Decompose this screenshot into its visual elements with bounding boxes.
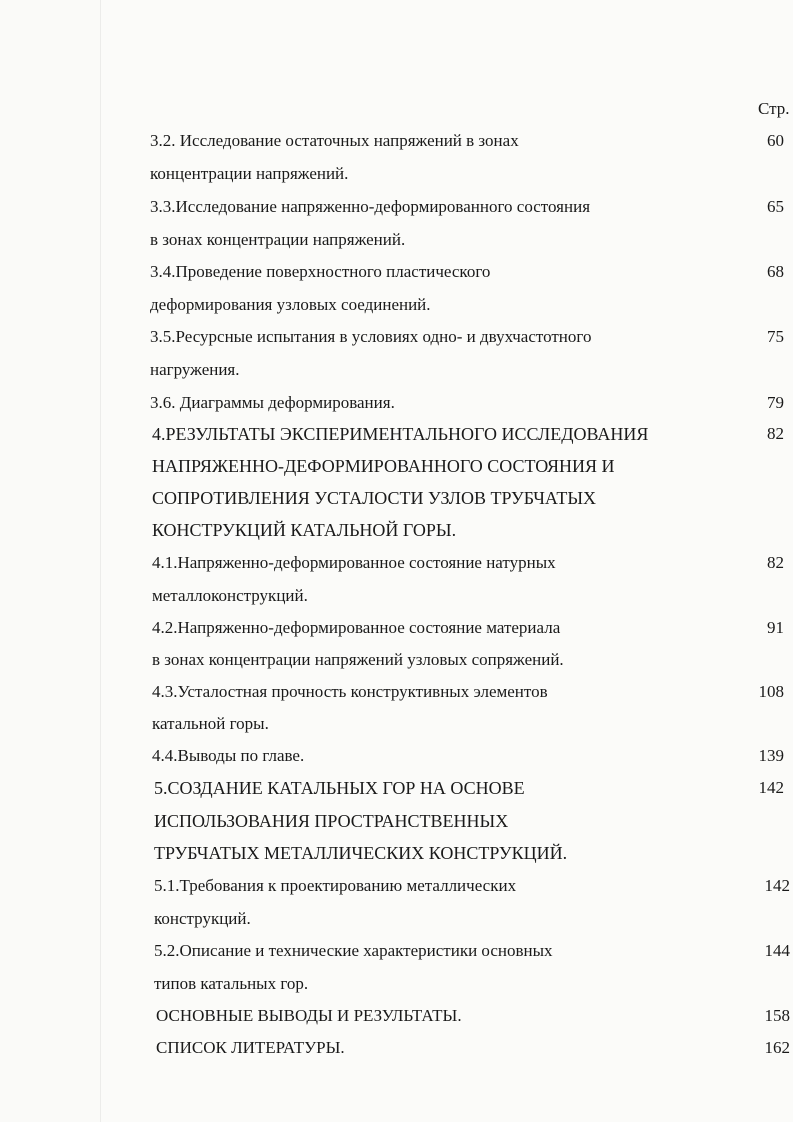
toc-entry-line: 3.2. Исследование остаточных напряжений в зонах (150, 131, 519, 150)
toc-entry-line: деформирования узловых соединений. (150, 295, 431, 314)
toc-page-number: 162 (764, 1038, 790, 1057)
toc-page-number: 108 (758, 682, 784, 701)
page-column-header: Стр. (758, 99, 790, 118)
toc-chapter-line: ТРУБЧАТЫХ МЕТАЛЛИЧЕСКИХ КОНСТРУКЦИЙ. (154, 843, 568, 863)
toc-chapter-line: 5.СОЗДАНИЕ КАТАЛЬНЫХ ГОР НА ОСНОВЕ (154, 778, 525, 798)
toc-page-number: 144 (764, 941, 790, 960)
toc-page-number: 142 (758, 778, 784, 797)
toc-page-number: 82 (767, 553, 784, 572)
toc-page-number: 79 (767, 393, 784, 412)
toc-page-number: 142 (764, 876, 790, 895)
toc-entry-line: ОСНОВНЫЕ ВЫВОДЫ И РЕЗУЛЬТАТЫ. (156, 1006, 462, 1025)
toc-chapter-line: 4.РЕЗУЛЬТАТЫ ЭКСПЕРИМЕНТАЛЬНОГО ИССЛЕДОВАНИЯ (152, 424, 649, 444)
toc-page-number: 91 (767, 618, 784, 637)
toc-entry-line: 3.5.Ресурсные испытания в условиях одно- и двухчастотного (150, 327, 592, 346)
toc-entry-line: конструкций. (154, 909, 251, 928)
toc-entry-line: в зонах концентрации напряжений. (150, 230, 406, 249)
toc-entry-line: концентрации напряжений. (150, 164, 349, 183)
toc-page-number: 60 (767, 131, 784, 150)
toc-page-number: 158 (764, 1006, 790, 1025)
page-margin (0, 0, 101, 1122)
toc-entry-line: 4.4.Выводы по главе. (152, 746, 305, 765)
toc-entry-line: 4.2.Напряженно-деформированное состояние материала (152, 618, 561, 637)
toc-chapter-line: НАПРЯЖЕННО-ДЕФОРМИРОВАННОГО СОСТОЯНИЯ И (152, 456, 615, 476)
toc-entry-line: 5.2.Описание и технические характеристики основных (154, 941, 553, 960)
toc-page-number: 75 (767, 327, 784, 346)
toc-entry-line: 5.1.Требования к проектированию металлических (154, 876, 517, 895)
toc-entry-line: металлоконструкций. (152, 586, 308, 605)
toc-page-number: 68 (767, 262, 784, 281)
toc-entry-line: нагружения. (150, 360, 240, 379)
toc-page-number: 82 (767, 424, 784, 443)
toc-page-number: 65 (767, 197, 784, 216)
toc-entry-line: 3.6. Диаграммы деформирования. (150, 393, 395, 412)
toc-entry-line: в зонах концентрации напряжений узловых сопряжений. (152, 650, 564, 669)
toc-entry-line: СПИСОК ЛИТЕРАТУРЫ. (156, 1038, 345, 1057)
toc-entry-line: типов катальных гор. (154, 974, 309, 993)
toc-entry-line: 3.3.Исследование напряженно-деформированного состояния (150, 197, 591, 216)
toc-page-number: 139 (758, 746, 784, 765)
toc-entry-line: 3.4.Проведение поверхностного пластического (150, 262, 491, 281)
toc-entry-line: катальной горы. (152, 714, 269, 733)
toc-entry-line: 4.1.Напряженно-деформированное состояние натурных (152, 553, 556, 572)
toc-chapter-line: ИСПОЛЬЗОВАНИЯ ПРОСТРАНСТВЕННЫХ (154, 811, 509, 831)
toc-chapter-line: КОНСТРУКЦИЙ КАТАЛЬНОЙ ГОРЫ. (152, 520, 457, 540)
toc-chapter-line: СОПРОТИВЛЕНИЯ УСТАЛОСТИ УЗЛОВ ТРУБЧАТЫХ (152, 488, 597, 508)
toc-entry-line: 4.3.Усталостная прочность конструктивных элементов (152, 682, 548, 701)
